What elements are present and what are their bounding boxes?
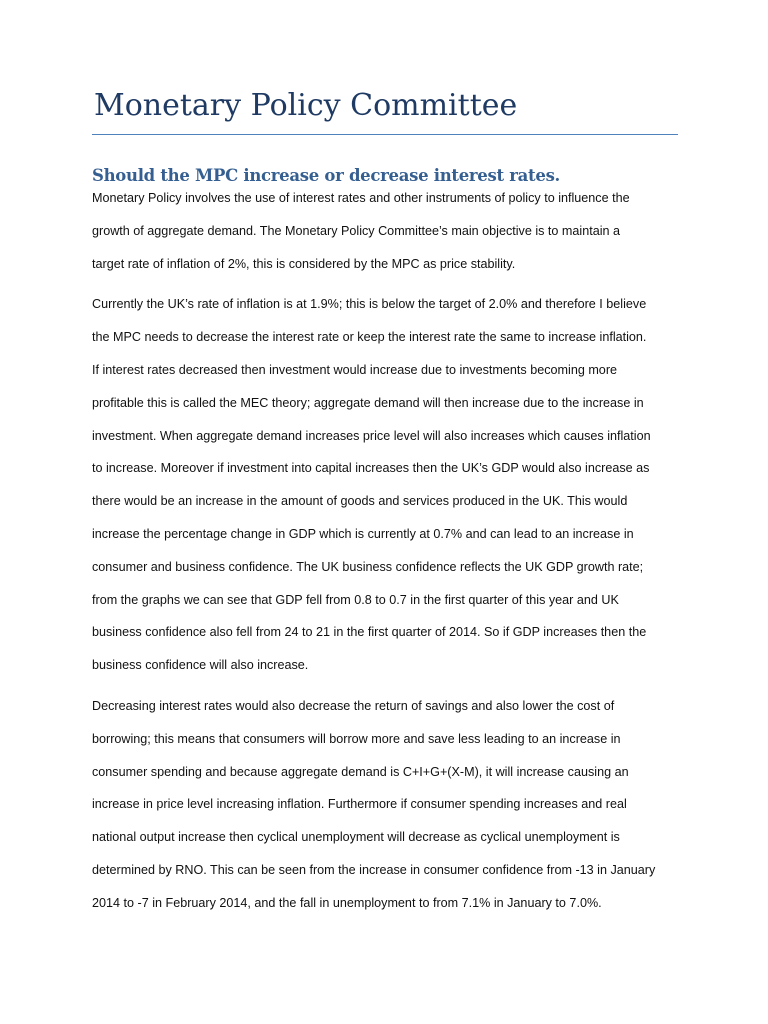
- paragraph-1: [92, 182, 678, 280]
- text-line: Decreasing interest rates would also decrease the return of savings and also lower the cost of: [92, 698, 615, 713]
- text-line: 2014 to -7 in February 2014, and the fall in unemployment to from 7.1% in January to 7.0%.: [92, 895, 602, 910]
- text-line: business confidence also fell from 24 to 21 in the first quarter of 2014. So if GDP increases then the: [92, 625, 647, 640]
- text-line: national output increase then cyclical unemployment will decrease as cyclical unemployment is: [92, 830, 620, 845]
- text-line: there would be an increase in the amount of goods and services produced in the UK. This would: [92, 494, 628, 509]
- document-page: [92, 84, 678, 920]
- text-line: increase in price level increasing inflation. Furthermore if consumer spending increases and real: [92, 797, 627, 812]
- text-line: the MPC needs to decrease the interest rate or keep the interest rate the same to increase inflation.: [92, 330, 647, 345]
- text-line: increase the percentage change in GDP which is currently at 0.7% and can lead to an increase in: [92, 526, 634, 541]
- paragraph-3: [92, 690, 678, 920]
- text-line: If interest rates decreased then investment would increase due to investments becoming more: [92, 362, 618, 377]
- section-heading: Should the MPC increase or decrease interest rates.: [92, 166, 561, 185]
- text-line: investment. When aggregate demand increases price level will also increases which causes inflation: [92, 428, 651, 443]
- text-line: to increase. Moreover if investment into capital increases then the UK’s GDP would also increase as: [92, 461, 650, 476]
- text-line: determined by RNO. This can be seen from the increase in consumer confidence from -13 in January: [92, 862, 656, 877]
- text-line: business confidence will also increase.: [92, 658, 309, 673]
- text-line: Monetary Policy involves the use of interest rates and other instruments of policy to influence the: [92, 191, 630, 205]
- paragraph-2: [92, 288, 678, 682]
- text-line: profitable this is called the MEC theory; aggregate demand will then increase due to the increase in: [92, 395, 644, 410]
- text-line: borrowing; this means that consumers will borrow more and save less leading to an increase in: [92, 731, 621, 746]
- text-line: from the graphs we can see that GDP fell from 0.8 to 0.7 in the first quarter of this year and UK: [92, 592, 619, 607]
- text-line: consumer and business confidence. The UK business confidence reflects the UK GDP growth rate;: [92, 559, 644, 574]
- text-line: target rate of inflation of 2%, this is considered by the MPC as price stability.: [92, 256, 516, 271]
- text-line: Currently the UK’s rate of inflation is at 1.9%; this is below the target of 2.0% and therefore I believe: [92, 297, 647, 312]
- text-line: consumer spending and because aggregate demand is C+I+G+(X-M), it will increase causing an: [92, 764, 629, 779]
- text-line: growth of aggregate demand. The Monetary Policy Committee’s main objective is to maintain a: [92, 223, 621, 238]
- document-title: Monetary Policy Committee: [92, 84, 678, 135]
